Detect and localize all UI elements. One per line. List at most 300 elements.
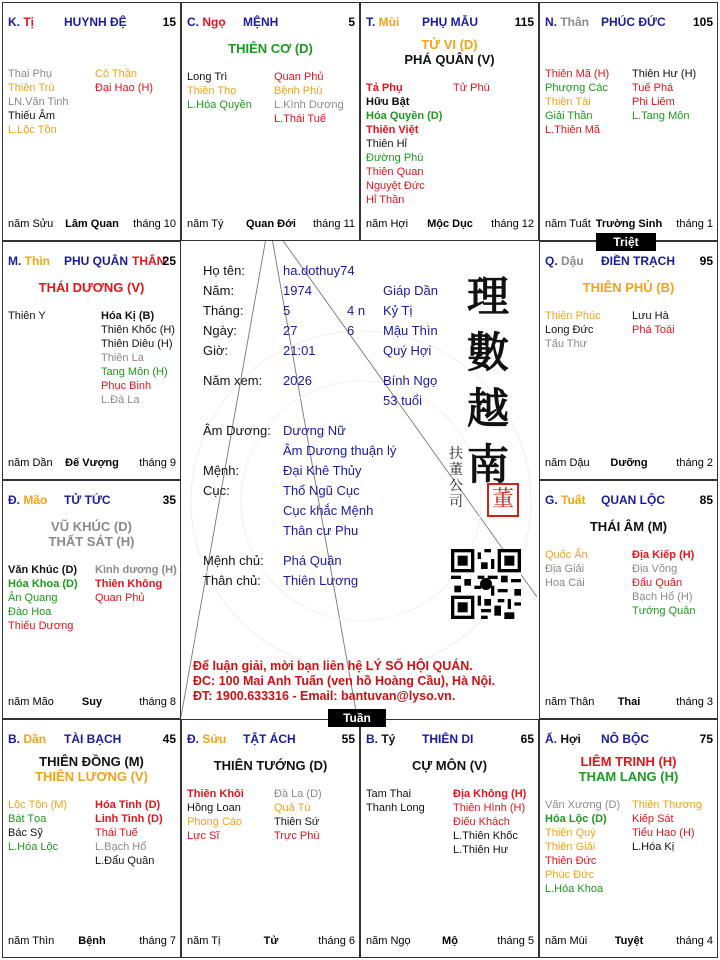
month: tháng 6 xyxy=(318,935,355,947)
menh-label: Mệnh: xyxy=(203,463,240,478)
palace-age: 105 xyxy=(692,15,713,29)
minor-star: L.Bạch Hổ xyxy=(95,841,147,853)
minor-star: Thiên Thọ xyxy=(187,85,237,97)
palace-age: 5 xyxy=(348,15,355,29)
minor-star: Quan Phủ xyxy=(274,71,324,83)
cuc-note: Cục khắc Mệnh xyxy=(283,503,374,518)
minor-star: Phá Toái xyxy=(632,324,675,336)
minor-star: Điếu Khách xyxy=(453,816,510,828)
main-star: THẤT SÁT (H) xyxy=(48,534,135,549)
palace-header xyxy=(545,732,713,748)
palace-branch xyxy=(187,732,226,746)
month-lunar: 4 n xyxy=(347,303,366,318)
palace-name: TỬ TỨC xyxy=(64,493,111,507)
minor-star: Bác Sỹ xyxy=(8,827,43,839)
star-list-left xyxy=(8,798,67,854)
menh-chu-label: Mệnh chủ: xyxy=(203,553,264,568)
palace-name: HUYNH ĐỆ xyxy=(64,15,127,29)
palace-than xyxy=(539,2,718,241)
decade-year: năm Ngọ xyxy=(366,935,411,947)
trang-sinh-stage: Trường Sinh xyxy=(595,218,663,230)
star-list-left xyxy=(8,563,78,633)
cuc-value: Thổ Ngũ Cục xyxy=(283,483,360,498)
hour-value: 21:01 xyxy=(283,343,316,358)
small-char: 公 xyxy=(449,478,463,494)
minor-star: Phúc Đức xyxy=(545,869,594,881)
palace-age: 75 xyxy=(699,732,713,746)
palace-mui xyxy=(360,2,539,241)
palace-name: QUAN LỘC xyxy=(601,493,665,507)
minor-star: Tiểu Hao (H) xyxy=(632,827,695,839)
minor-star: Thiên Quan xyxy=(366,166,424,178)
star-list-right xyxy=(632,798,702,854)
menh-value: Đại Khê Thủy xyxy=(283,463,362,478)
minor-star: Thiên Không xyxy=(95,578,163,590)
decade-year: năm Hợi xyxy=(366,218,409,230)
minor-star: Quốc Ấn xyxy=(545,549,588,561)
month-can: Kỷ Tị xyxy=(383,303,413,318)
minor-star: L.Tang Môn xyxy=(632,110,690,122)
minor-star: Cô Thần xyxy=(95,68,137,80)
palace-name: NÔ BỘC xyxy=(601,732,649,746)
palace-branch xyxy=(8,15,34,29)
star-list-right xyxy=(632,548,696,618)
branch-can: T. xyxy=(366,15,379,29)
view-year-label: Năm xem: xyxy=(203,373,263,388)
minor-star: Văn Khúc (D) xyxy=(8,564,78,576)
calligraphy-char-3: 越 xyxy=(467,384,510,433)
palace-header xyxy=(187,732,355,748)
red-seal-stamp xyxy=(487,483,519,517)
minor-star: L.Thiên Khốc xyxy=(453,830,518,842)
hour-can: Quý Hợi xyxy=(383,343,432,358)
star-list-right xyxy=(274,787,322,843)
decade-year: năm Thìn xyxy=(8,935,55,947)
view-year-can: Bính Ngọ xyxy=(383,373,438,388)
branch-can: Đ. xyxy=(8,493,24,507)
star-list-right xyxy=(95,563,177,605)
minor-star: Hồng Loan xyxy=(187,802,241,814)
decade-year: năm Sửu xyxy=(8,218,54,230)
minor-star: Trực Phù xyxy=(274,830,320,842)
star-list-left xyxy=(366,787,425,815)
branch-chi: Dậu xyxy=(561,254,584,268)
minor-star: Thiên Khốc (H) xyxy=(101,324,175,336)
palace-age: 85 xyxy=(699,493,713,507)
minor-star: Long Đức xyxy=(545,324,594,336)
palace-header xyxy=(8,493,176,509)
minor-star: Quan Phủ xyxy=(95,592,145,604)
palace-branch xyxy=(366,732,395,746)
trang-sinh-stage: Đế Vượng xyxy=(65,457,119,469)
than-chu-value: Thiên Lương xyxy=(283,573,359,588)
triet-badge: Triệt xyxy=(596,233,656,251)
decade-year: năm Dậu xyxy=(545,457,590,469)
star-list-left xyxy=(187,70,252,112)
month: tháng 2 xyxy=(676,457,713,469)
minor-star: Tuế Phá xyxy=(632,82,674,94)
minor-star: Tang Môn (H) xyxy=(101,366,168,378)
palace-name: PHÚC ĐỨC xyxy=(601,15,666,29)
minor-star: Thiên Giải xyxy=(545,841,596,853)
decade-year: năm Mão xyxy=(8,696,54,708)
palace-footer xyxy=(8,218,176,232)
star-list-right xyxy=(632,309,675,337)
palace-header xyxy=(545,254,713,270)
trang-sinh-stage: Mộ xyxy=(442,935,458,947)
year-can: Giáp Dần xyxy=(383,283,438,298)
palace-header xyxy=(8,254,176,270)
palace-ty xyxy=(2,2,181,241)
minor-star: Phượng Các xyxy=(545,82,608,94)
minor-star: Linh Tinh (D) xyxy=(95,813,163,825)
minor-star: Thiên Đức xyxy=(545,855,597,867)
minor-star: L.Hóa Kị xyxy=(632,841,675,853)
trang-sinh-stage: Suy xyxy=(81,696,103,708)
minor-star: Tam Thai xyxy=(366,788,412,800)
minor-star: Hữu Bật xyxy=(366,96,410,108)
name-value: ha.dothuy74 xyxy=(283,263,355,278)
branch-can: C. xyxy=(187,15,203,29)
trang-sinh-stage: Quan Đới xyxy=(246,218,296,230)
minor-star: Thiên Việt xyxy=(366,124,419,136)
month: tháng 3 xyxy=(676,696,713,708)
palace-header xyxy=(187,15,355,31)
star-list-left xyxy=(545,309,601,351)
small-calligraphy xyxy=(449,446,465,510)
main-star: THIÊN LƯƠNG (V) xyxy=(35,769,148,784)
palace-age: 55 xyxy=(341,732,355,746)
small-char: 董 xyxy=(449,462,463,478)
minor-star: Địa Giải xyxy=(545,563,585,575)
minor-star: L.Hóa Khoa xyxy=(545,883,604,895)
minor-star: Tử Phù xyxy=(453,82,490,94)
minor-star: Thiên Trù xyxy=(8,82,55,94)
day-can: Mậu Thìn xyxy=(383,323,438,338)
minor-star: L.Thiên Mã xyxy=(545,124,601,136)
branch-can: M. xyxy=(8,254,25,268)
minor-star: Thai Phụ xyxy=(8,68,53,80)
branch-chi: Dần xyxy=(23,732,47,746)
minor-star: Thiên Hỉ xyxy=(366,138,407,150)
main-star: LIÊM TRINH (H) xyxy=(580,754,677,769)
year-value: 1974 xyxy=(283,283,312,298)
palace-footer xyxy=(366,935,534,949)
minor-star: Địa Võng xyxy=(632,563,678,575)
palace-ty2 xyxy=(360,719,539,958)
than-chu-label: Thân chủ: xyxy=(203,573,261,588)
trang-sinh-stage: Mộc Dục xyxy=(427,218,473,230)
branch-chi: Tý xyxy=(381,732,396,746)
branch-chi: Sửu xyxy=(202,732,227,746)
palace-branch xyxy=(545,732,581,746)
palace-header xyxy=(366,732,534,748)
star-list-left xyxy=(545,548,588,590)
minor-star: Hóa Kị (B) xyxy=(101,310,155,322)
minor-star: Thiên Khôi xyxy=(187,788,244,800)
minor-star: L.Hóa Lộc xyxy=(8,841,59,853)
month: tháng 8 xyxy=(139,696,176,708)
month: tháng 10 xyxy=(133,218,176,230)
star-list-left xyxy=(8,67,69,137)
palace-name: PHỤ MẪU xyxy=(422,15,478,29)
day-label: Ngày: xyxy=(203,323,237,338)
than-tag: THÂN xyxy=(132,254,166,268)
minor-star: Phi Liêm xyxy=(632,96,675,108)
palace-name: TÀI BẠCH xyxy=(64,732,122,746)
main-star: THIÊN TƯỚNG (D) xyxy=(213,758,328,773)
trang-sinh-stage: Tử xyxy=(263,935,279,947)
palace-footer xyxy=(8,935,176,949)
branch-chi: Ngọ xyxy=(202,15,226,29)
star-list-left xyxy=(187,787,244,843)
minor-star: Địa Kiếp (H) xyxy=(632,549,695,561)
minor-star: Phong Cáo xyxy=(187,816,243,828)
minor-star: Đẩu Quân xyxy=(632,577,683,589)
palace-branch xyxy=(545,254,584,268)
minor-star: Đào Hoa xyxy=(8,606,52,618)
palace-hoi xyxy=(539,719,718,958)
minor-star: Hóa Tinh (D) xyxy=(95,799,161,811)
amduong-value: Dương Nữ xyxy=(283,423,346,438)
day-value: 27 xyxy=(283,323,298,338)
amduong-label: Âm Dương: xyxy=(203,423,271,438)
trang-sinh-stage: Bệnh xyxy=(78,935,106,947)
trang-sinh-stage: Tuyệt xyxy=(614,935,644,947)
minor-star: Đà La (D) xyxy=(274,788,322,800)
palace-footer xyxy=(545,935,713,949)
trang-sinh-stage: Thai xyxy=(617,696,641,708)
palace-age: 35 xyxy=(162,493,176,507)
branch-chi: Tị xyxy=(23,15,35,29)
minor-star: Thiếu Dương xyxy=(8,620,74,632)
main-star: PHÁ QUÂN (V) xyxy=(404,52,495,67)
palace-branch xyxy=(8,254,50,268)
minor-star: Thiên Y xyxy=(8,310,46,322)
minor-star: L.Đẩu Quân xyxy=(95,855,155,867)
palace-footer xyxy=(8,457,176,471)
tuan-badge: Tuần xyxy=(328,709,386,727)
minor-star: Hoa Cái xyxy=(545,577,585,589)
minor-star: Tấu Thư xyxy=(545,338,588,350)
month-value: 5 xyxy=(283,303,291,318)
minor-star: Thiên Diêu (H) xyxy=(101,338,173,350)
star-list-left xyxy=(545,67,609,137)
minor-star: Lộc Tồn (M) xyxy=(8,799,68,811)
branch-chi: Thìn xyxy=(24,254,50,268)
minor-star: Thiên Hình (H) xyxy=(453,802,526,814)
palace-suu xyxy=(181,719,360,958)
minor-star: Nguyệt Đức xyxy=(366,180,425,192)
minor-star: Bạch Hổ (H) xyxy=(632,591,693,603)
palace-age: 115 xyxy=(514,15,534,29)
minor-star: Quả Tú xyxy=(274,802,311,814)
minor-star: Thiên La xyxy=(101,352,144,364)
cuc-label: Cục: xyxy=(203,483,230,498)
branch-chi: Tuất xyxy=(561,493,586,507)
day-lunar: 6 xyxy=(347,323,355,338)
palace-header xyxy=(545,493,713,509)
branch-can: B. xyxy=(8,732,24,746)
palace-footer xyxy=(545,218,713,232)
seal-char: 董 xyxy=(491,487,514,512)
branch-can: K. xyxy=(8,15,24,29)
main-star: THÁI ÂM (M) xyxy=(589,519,668,534)
year-label: Năm: xyxy=(203,283,235,298)
minor-star: Long Trì xyxy=(187,71,228,83)
trang-sinh-stage: Dưỡng xyxy=(610,457,648,469)
main-star: THÁI DƯƠNG (V) xyxy=(38,280,145,295)
month: tháng 7 xyxy=(139,935,176,947)
calligraphy-char-2: 數 xyxy=(467,328,510,377)
small-char: 扶 xyxy=(449,446,463,462)
star-list-right xyxy=(453,81,490,95)
decade-year: năm Thân xyxy=(545,696,595,708)
month: tháng 5 xyxy=(497,935,534,947)
minor-star: Ân Quang xyxy=(8,592,58,604)
palace-footer xyxy=(8,696,176,710)
minor-star: Lưu Hà xyxy=(632,310,669,322)
minor-star: Phục Binh xyxy=(101,380,152,392)
contact-phone-email: ĐT: 1900.633316 - Email: bantuvan@lyso.vn. xyxy=(193,689,456,703)
decade-year: năm Mùi xyxy=(545,935,588,947)
palace-footer xyxy=(187,935,355,949)
minor-star: Kiếp Sát xyxy=(632,813,674,825)
minor-star: Bệnh Phù xyxy=(274,85,323,97)
star-list-right xyxy=(95,67,153,95)
minor-star: Tả Phụ xyxy=(366,82,403,94)
minor-star: Hóa Lộc (D) xyxy=(545,813,607,825)
palace-age: 15 xyxy=(162,15,176,29)
decade-year: năm Dần xyxy=(8,457,53,469)
minor-star: L.Thái Tuế xyxy=(274,113,326,125)
decade-year: năm Tị xyxy=(187,935,221,947)
minor-star: Thiên Thương xyxy=(632,799,703,811)
palace-branch xyxy=(187,15,226,29)
minor-star: L.Hóa Quyền xyxy=(187,99,252,111)
palace-name: MỆNH xyxy=(243,15,279,29)
branch-can: Đ. xyxy=(187,732,203,746)
month: tháng 11 xyxy=(312,218,355,230)
branch-chi: Thân xyxy=(560,15,590,29)
minor-star: Thiên Hư (H) xyxy=(632,68,697,80)
minor-star: Kình dương (H) xyxy=(95,564,177,576)
star-list-right xyxy=(632,67,696,123)
minor-star: Thiên Quý xyxy=(545,827,596,839)
minor-star: Giải Thần xyxy=(545,110,593,122)
minor-star: Thiên Sứ xyxy=(274,816,320,828)
palace-footer xyxy=(366,218,534,232)
palace-footer xyxy=(187,218,355,232)
name-label: Họ tên: xyxy=(203,263,245,278)
minor-star: Tướng Quân xyxy=(632,605,696,617)
calligraphy-char-4: 南 xyxy=(467,440,510,489)
minor-star: Thanh Long xyxy=(366,802,425,814)
main-star: VŨ KHÚC (D) xyxy=(51,519,132,534)
minor-star: LN.Văn Tinh xyxy=(8,96,69,108)
star-list-left xyxy=(366,81,442,207)
palace-branch xyxy=(366,15,399,29)
palace-branch xyxy=(8,493,47,507)
minor-star: Đại Hao (H) xyxy=(95,82,154,94)
palace-dan xyxy=(2,719,181,958)
amduong-note: Âm Dương thuận lý xyxy=(283,443,397,458)
branch-chi: Hợi xyxy=(560,732,581,746)
palace-name: PHU QUÂN xyxy=(64,254,129,268)
branch-can: N. xyxy=(545,15,561,29)
main-star: THIÊN CƠ (D) xyxy=(228,41,313,56)
palace-footer xyxy=(545,457,713,471)
minor-star: Thiếu Âm xyxy=(8,110,56,122)
minor-star: Hỉ Thần xyxy=(366,194,405,206)
palace-thin xyxy=(2,241,181,480)
palace-header xyxy=(8,732,176,748)
contact-line-1: Để luận giải, mời bạn liên hệ LÝ SỐ HỘI QUÁN. xyxy=(193,659,473,673)
palace-header xyxy=(366,15,534,31)
palace-branch xyxy=(8,732,46,746)
decade-year: năm Tý xyxy=(187,218,224,230)
minor-star: Thái Tuế xyxy=(95,827,138,839)
branch-chi: Mùi xyxy=(378,15,400,29)
palace-name: THIÊN DI xyxy=(422,732,474,746)
palace-branch xyxy=(545,493,585,507)
minor-star: L.Thiên Hư xyxy=(453,844,509,856)
palace-branch xyxy=(545,15,589,29)
main-star: TỬ VI (D) xyxy=(421,37,478,52)
month-label: Tháng: xyxy=(203,303,244,318)
star-list-left xyxy=(545,798,620,896)
hour-label: Giờ: xyxy=(203,343,229,358)
palace-age: 25 xyxy=(162,254,176,268)
palace-mao xyxy=(2,480,181,719)
month: tháng 4 xyxy=(676,935,713,947)
palace-tuat xyxy=(539,480,718,719)
small-char: 司 xyxy=(449,494,463,510)
minor-star: L.Kình Dương xyxy=(274,99,344,111)
branch-can: Ấ. xyxy=(545,732,561,746)
calligraphy-char-1: 理 xyxy=(467,272,510,321)
minor-star: L.Lộc Tồn xyxy=(8,124,57,136)
palace-age: 95 xyxy=(699,254,713,268)
minor-star: Hóa Quyền (D) xyxy=(366,110,443,122)
minor-star: Hóa Khoa (D) xyxy=(8,578,78,590)
palace-name: ĐIỀN TRẠCH xyxy=(601,254,675,268)
palace-header xyxy=(8,15,176,31)
palace-ngo xyxy=(181,2,360,241)
palace-name: TẬT ÁCH xyxy=(243,732,296,746)
minor-star: L.Đà La xyxy=(101,394,140,406)
star-list-right xyxy=(274,70,344,126)
minor-star: Lực Sĩ xyxy=(187,830,220,842)
palace-age: 45 xyxy=(162,732,176,746)
than-cu-note: Thân cư Phu xyxy=(283,523,359,538)
minor-star: Thiên Tài xyxy=(545,96,591,108)
month: tháng 9 xyxy=(139,457,176,469)
minor-star: Thiên Mã (H) xyxy=(545,68,610,80)
star-list-right xyxy=(453,787,526,857)
palace-dau xyxy=(539,241,718,480)
palace-header xyxy=(545,15,713,31)
contact-block xyxy=(193,659,533,704)
minor-star: Đường Phù xyxy=(366,152,424,164)
branch-can: Q. xyxy=(545,254,562,268)
palace-footer xyxy=(545,696,713,710)
view-year-value: 2026 xyxy=(283,373,312,388)
main-star: THIÊN PHỦ (B) xyxy=(582,280,675,295)
qr-code[interactable] xyxy=(451,549,521,619)
main-star: THIÊN ĐỒNG (M) xyxy=(39,754,144,769)
star-list-left xyxy=(8,309,46,323)
